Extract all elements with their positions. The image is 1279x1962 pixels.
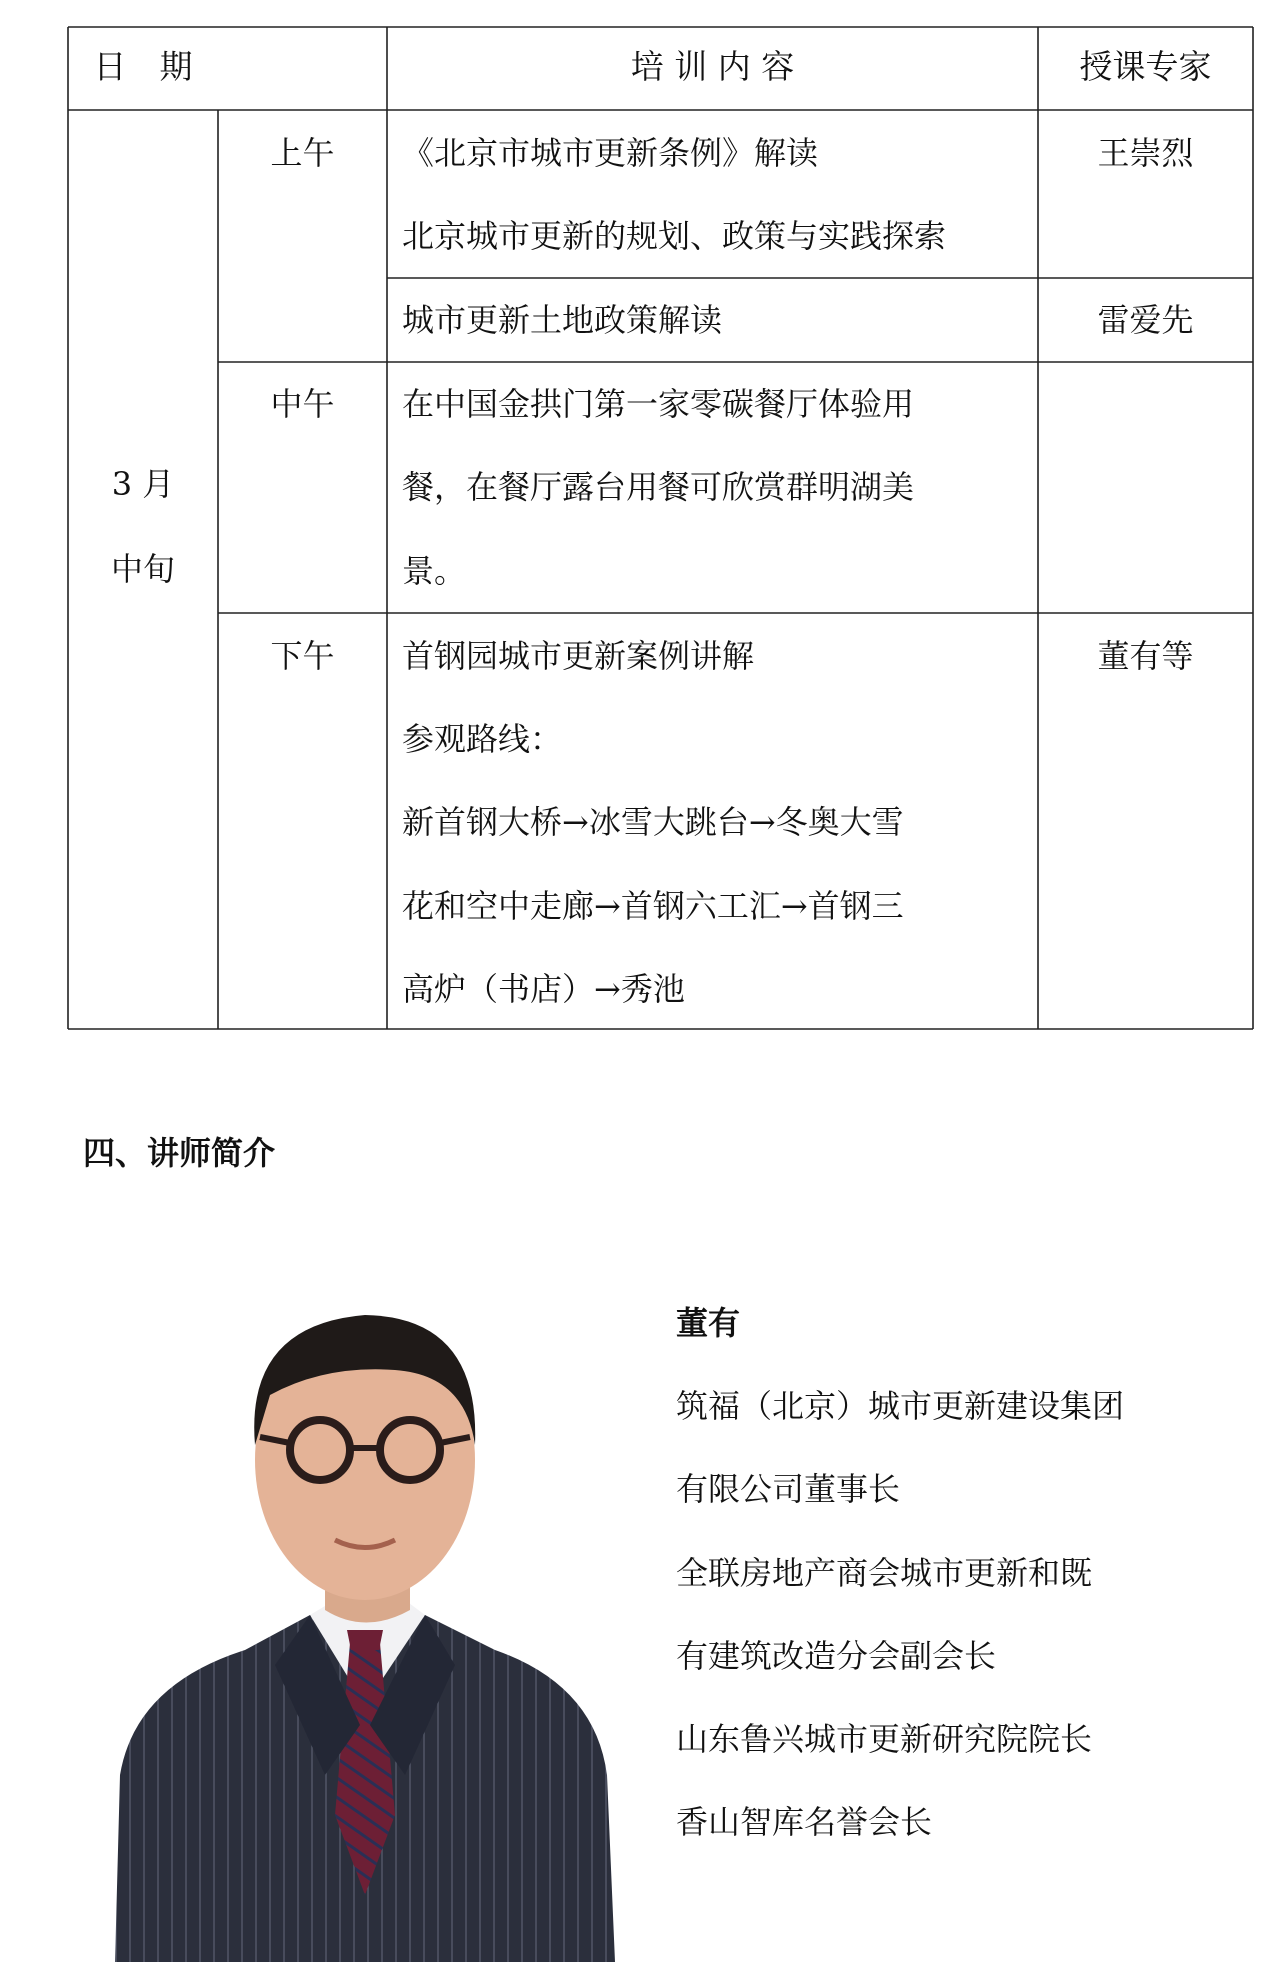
session-label-afternoon: 下午 [270, 637, 335, 675]
day-period: 中旬 [110, 550, 175, 588]
header-content: 培 训 内 容 [630, 47, 795, 86]
session-label-noon: 中午 [270, 385, 335, 423]
expert-name: 雷爱先 [1097, 301, 1194, 339]
lecturer-bio-line: 香山智库名誉会长 [676, 1803, 933, 1841]
lecturer-bio-line: 山东鲁兴城市更新研究院院长 [676, 1720, 1093, 1758]
content-line: 高炉（书店）→秀池 [402, 970, 685, 1008]
content-line: 北京城市更新的规划、政策与实践探索 [402, 217, 947, 255]
expert-name: 王崇烈 [1097, 134, 1194, 172]
section-title: 四、讲师简介 [83, 1134, 276, 1172]
content-line: 餐，在餐厅露台用餐可欣赏群明湖美 [402, 468, 915, 506]
content-line: 新首钢大桥→冰雪大跳台→冬奥大雪 [402, 803, 904, 841]
lecturer-bio-line: 有限公司董事长 [676, 1470, 901, 1508]
content-line: 景。 [402, 552, 467, 590]
lecturer-bio-line: 筑福（北京）城市更新建设集团 [676, 1387, 1125, 1425]
content-line: 参观路线： [402, 720, 563, 758]
session-label-morning: 上午 [270, 134, 335, 172]
expert-name: 董有等 [1097, 637, 1194, 675]
content-line: 《北京市城市更新条例》解读 [402, 134, 819, 172]
day-month: 3 月 [111, 465, 175, 503]
content-line: 在中国金拱门第一家零碳餐厅体验用 [402, 385, 915, 423]
lecturer-bio-line: 有建筑改造分会副会长 [676, 1637, 997, 1675]
lecturer-photo [95, 1255, 635, 1962]
content-line: 城市更新土地政策解读 [402, 301, 723, 339]
lecturer-bio-line: 全联房地产商会城市更新和既 [676, 1554, 1093, 1592]
content-line: 首钢园城市更新案例讲解 [402, 637, 755, 675]
lecturer-name: 董有 [676, 1304, 741, 1342]
content-line: 花和空中走廊→首钢六工汇→首钢三 [402, 887, 904, 925]
header-date: 日 期 [93, 47, 193, 86]
header-expert: 授课专家 [1079, 47, 1212, 86]
